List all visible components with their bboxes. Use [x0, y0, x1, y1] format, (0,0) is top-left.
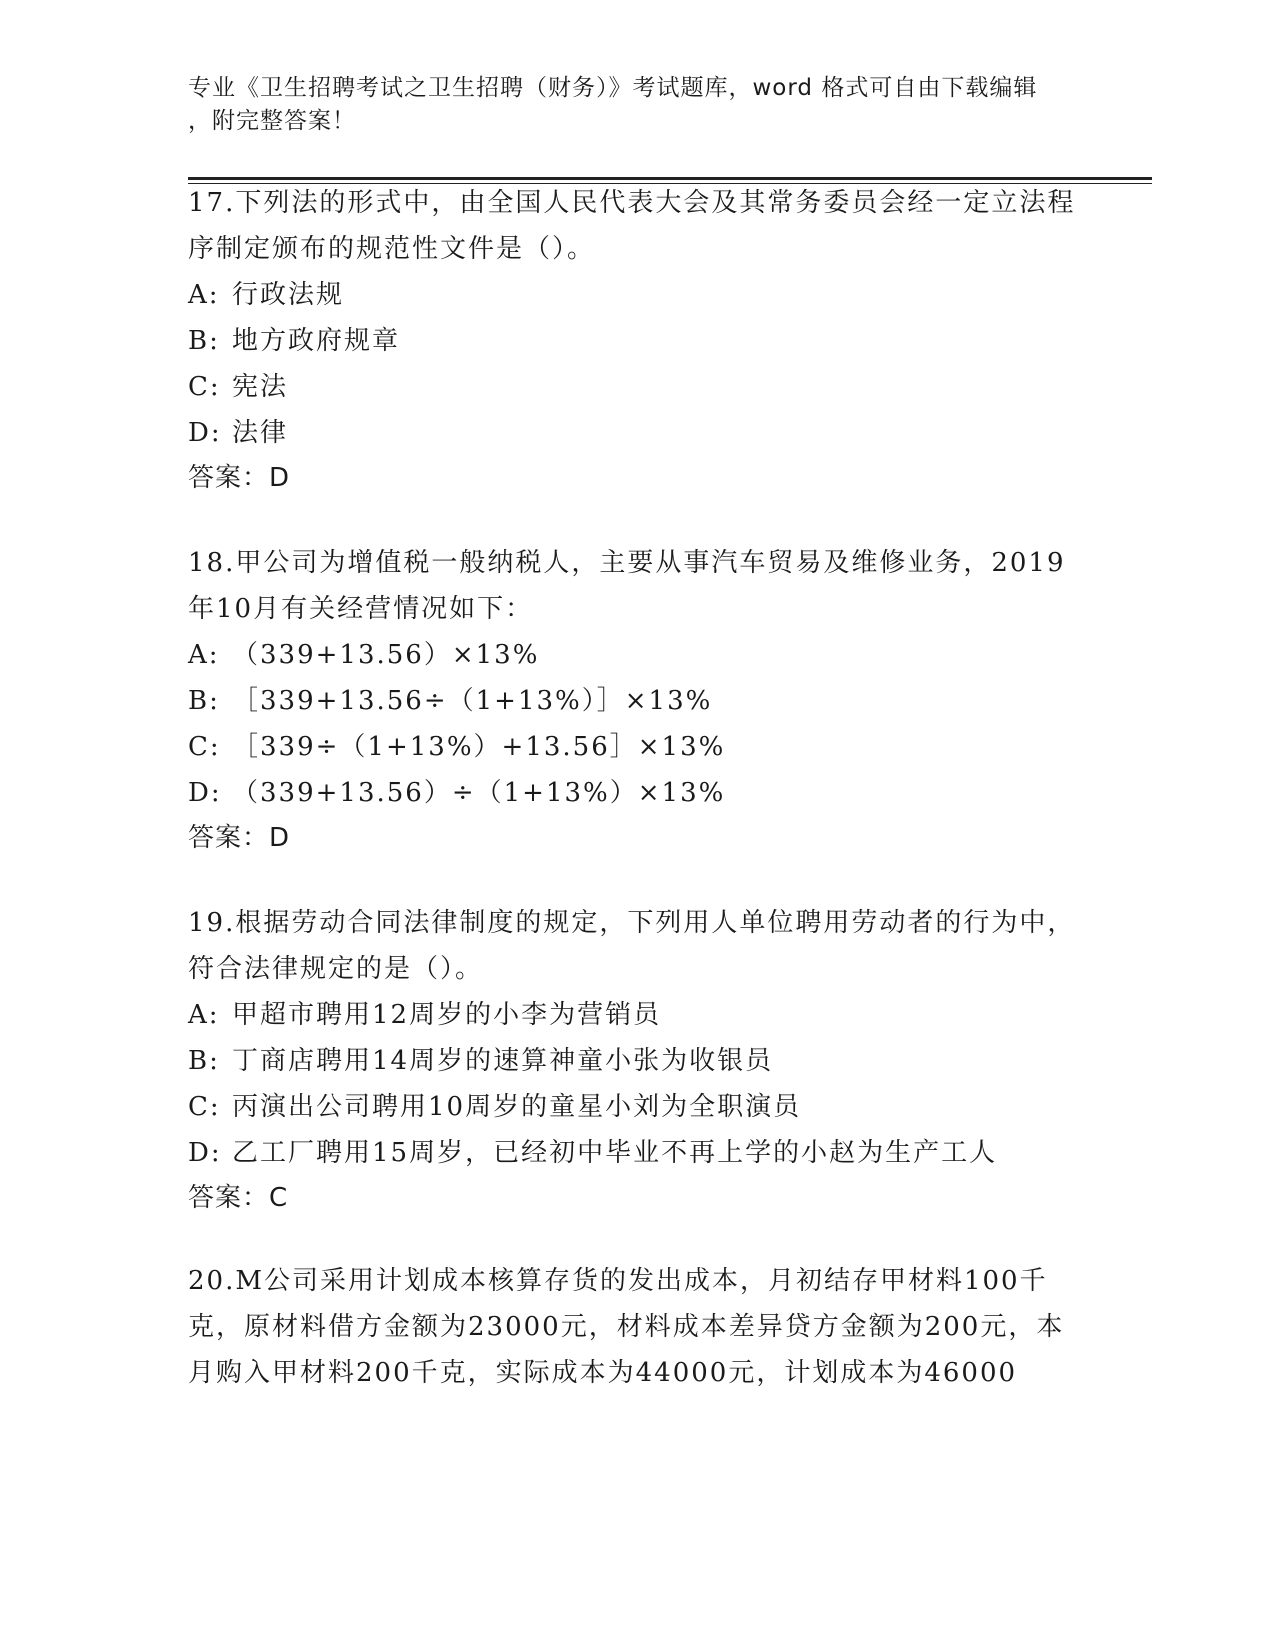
option-b: [188, 1038, 1088, 1084]
option-c: [188, 1084, 1088, 1130]
option-a: [188, 992, 1088, 1038]
option-text: ［339+13.56÷（1+13%）］×13%: [232, 686, 713, 716]
option-text: 法律: [232, 418, 289, 448]
option-c: [188, 364, 1088, 410]
option-text: （339+13.56）÷（1+13%）×13%: [232, 778, 726, 808]
option-key: D:: [188, 1138, 222, 1168]
option-key: C:: [188, 372, 221, 402]
option-key: D:: [188, 418, 222, 448]
question-text: 17.下列法的形式中，由全国人民代表大会及其常务委员会经一定立法程序制定颁布的规范性文件是（）。: [188, 188, 1076, 264]
option-b: [188, 318, 1088, 364]
option-text: 丁商店聘用14周岁的速算神童小张为收银员: [232, 1046, 774, 1076]
option-text: 行政法规: [232, 280, 345, 310]
option-text: 地方政府规章: [232, 326, 401, 356]
option-a: [188, 272, 1088, 318]
question-18: [188, 540, 1088, 860]
header-line-1: 专业《卫生招聘考试之卫生招聘（财务）》考试题库，word 格式可自由下载编辑: [188, 75, 1038, 101]
answer-label: 答案：C: [188, 1183, 289, 1213]
option-text: （339+13.56）×13%: [232, 640, 540, 670]
option-d: [188, 770, 1088, 816]
option-text: 乙工厂聘用15周岁，已经初中毕业不再上学的小赵为生产工人: [232, 1138, 998, 1168]
option-key: B:: [188, 326, 220, 356]
question-19: [188, 900, 1088, 1220]
option-c: [188, 724, 1088, 770]
header-line-2: ，附完整答案！: [188, 108, 356, 134]
question-text: 18.甲公司为增值税一般纳税人，主要从事汽车贸易及维修业务，2019年10月有关经营情况如下：: [188, 548, 1066, 624]
option-a: [188, 632, 1088, 678]
option-key: B:: [188, 686, 220, 716]
option-d: [188, 410, 1088, 456]
answer-label: 答案：D: [188, 463, 291, 493]
question-text: 20.M公司采用计划成本核算存货的发出成本，月初结存甲材料100千克，原材料借方金额为23000元，材料成本差异贷方金额为200元，本月购入甲材料200千克，实际成本为44000元，计划成本为46000: [188, 1266, 1065, 1388]
option-d: [188, 1130, 1088, 1176]
option-key: C:: [188, 732, 221, 762]
option-text: ［339÷（1+13%）+13.56］×13%: [232, 732, 726, 762]
option-key: A:: [188, 1000, 220, 1030]
option-key: A:: [188, 280, 220, 310]
option-text: 丙演出公司聘用10周岁的童星小刘为全职演员: [232, 1092, 802, 1122]
option-text: 宪法: [232, 372, 289, 402]
option-key: B:: [188, 1046, 220, 1076]
option-key: D:: [188, 778, 222, 808]
option-b: [188, 678, 1088, 724]
option-key: C:: [188, 1092, 221, 1122]
option-key: A:: [188, 640, 220, 670]
question-text: 19.根据劳动合同法律制度的规定，下列用人单位聘用劳动者的行为中，符合法律规定的是（）。: [188, 908, 1076, 984]
question-17: [188, 180, 1088, 500]
document-header: [188, 72, 1068, 138]
question-20: [188, 1258, 1088, 1396]
answer-label: 答案：D: [188, 823, 291, 853]
option-text: 甲超市聘用12周岁的小李为营销员: [232, 1000, 662, 1030]
